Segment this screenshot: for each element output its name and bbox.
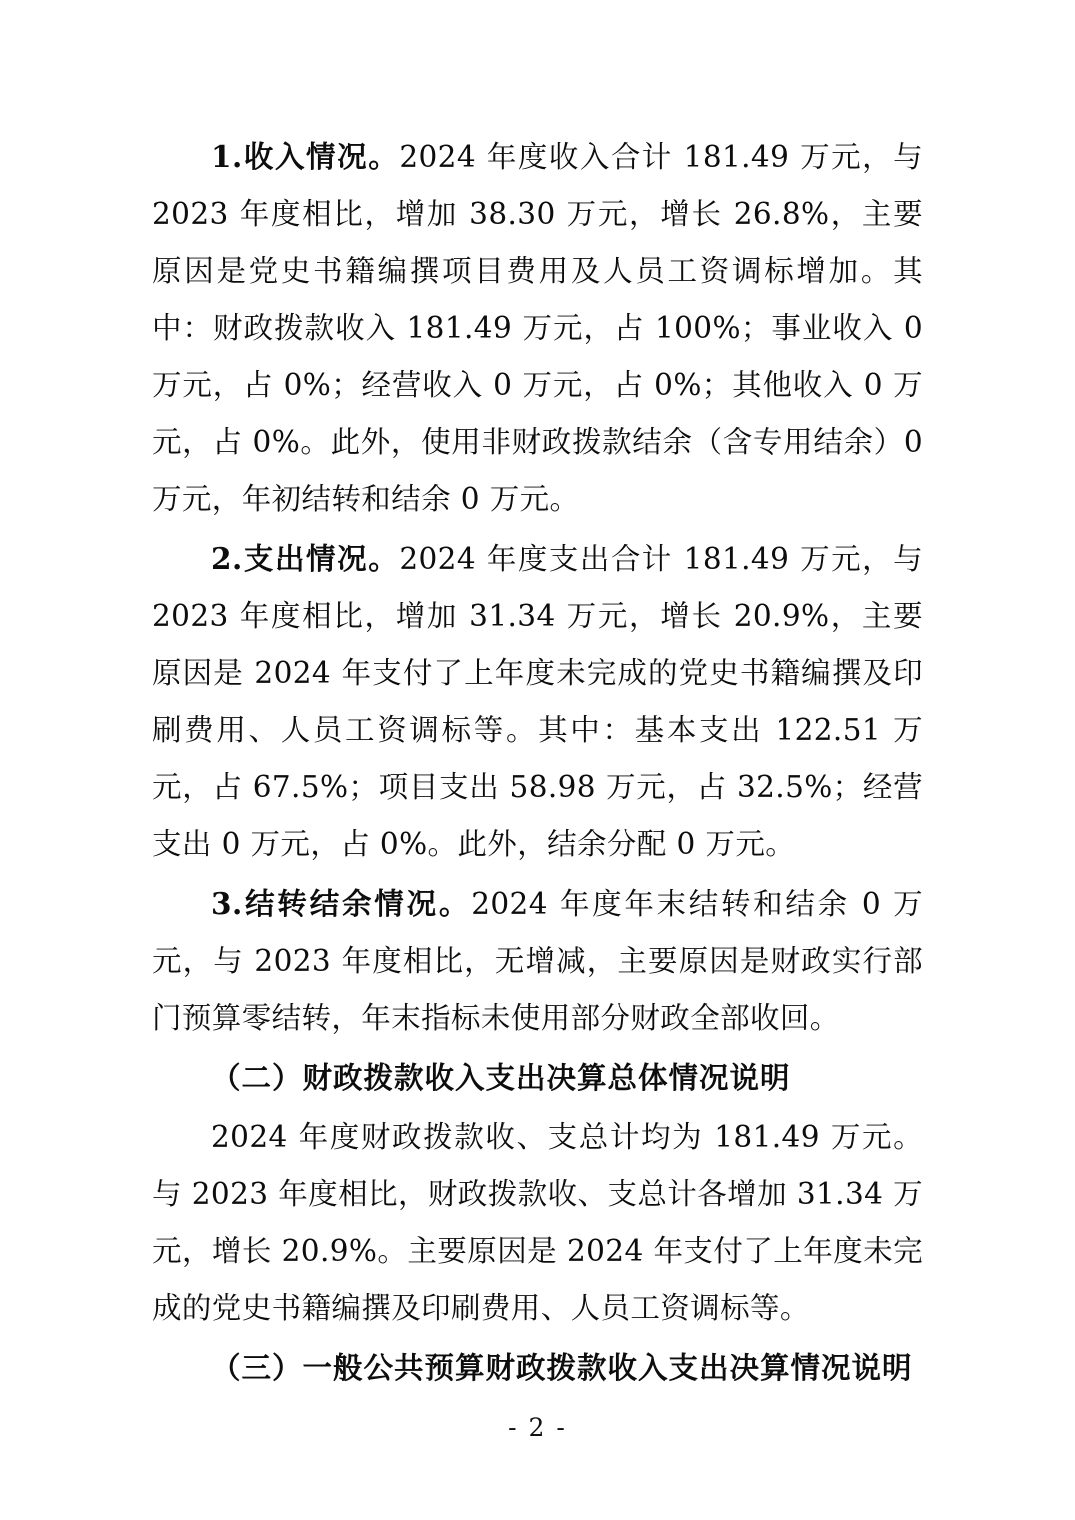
paragraph-section-two-body-text: 2024 年度财政拨款收、支总计均为 181.49 万元。与 2023 年度相比，财政拨款收、支总计各增加 31.34 万元，增长 20.9%。主要原因是 2024 年支付了上年度未完成的党史书籍编撰及印刷费用、人员工资调标等。 — [152, 1120, 923, 1325]
paragraph-income-text: 2024 年度收入合计 181.49 万元，与 2023 年度相比，增加 38.30 万元，增长 26.8%，主要原因是党史书籍编撰项目费用及人员工资调标增加。其中：财政拨款收入 181.49 万元，占 100%；事业收入 0 万元，占 0%；经营收入 0 万元，占 0%；其他收入 0 万元，占 0%。此外，使用非财政拨款结余（含专用结余）0 万元，年初结转和结余 0 万元。 — [152, 140, 923, 516]
heading-section-two — [152, 1049, 923, 1107]
paragraph-carryover-lead: 3.结转结余情况。 — [211, 886, 472, 921]
page-number: - 2 - — [508, 1413, 567, 1442]
heading-section-three-text: （三）一般公共预算财政拨款收入支出决算情况说明 — [211, 1350, 913, 1385]
paragraph-income-lead: 1.收入情况。 — [211, 139, 400, 174]
paragraph-expenditure-text: 2024 年度支出合计 181.49 万元，与 2023 年度相比，增加 31.34 万元，增长 20.9%，主要原因是 2024 年支付了上年度未完成的党史书籍编撰及印刷费用、人员工资调标等。其中：基本支出 122.51 万元，占 67.5%；项目支出 58.98 万元，占 32.5%；经营支出 0 万元，占 0%。此外，结余分配 0 万元。 — [152, 542, 923, 861]
document-body — [152, 128, 923, 1397]
paragraph-section-two-body — [152, 1109, 923, 1337]
paragraph-expenditure — [152, 530, 923, 873]
paragraph-income — [152, 128, 923, 528]
paragraph-carryover — [152, 875, 923, 1047]
paragraph-carryover-text: 2024 年度年末结转和结余 0 万元，与 2023 年度相比，无增减，主要原因是财政实行部门预算零结转，年末指标未使用部分财政全部收回。 — [152, 887, 923, 1035]
heading-section-three — [152, 1339, 923, 1397]
paragraph-expenditure-lead: 2.支出情况。 — [211, 541, 400, 576]
heading-section-two-text: （二）财政拨款收入支出决算总体情况说明 — [211, 1060, 791, 1095]
